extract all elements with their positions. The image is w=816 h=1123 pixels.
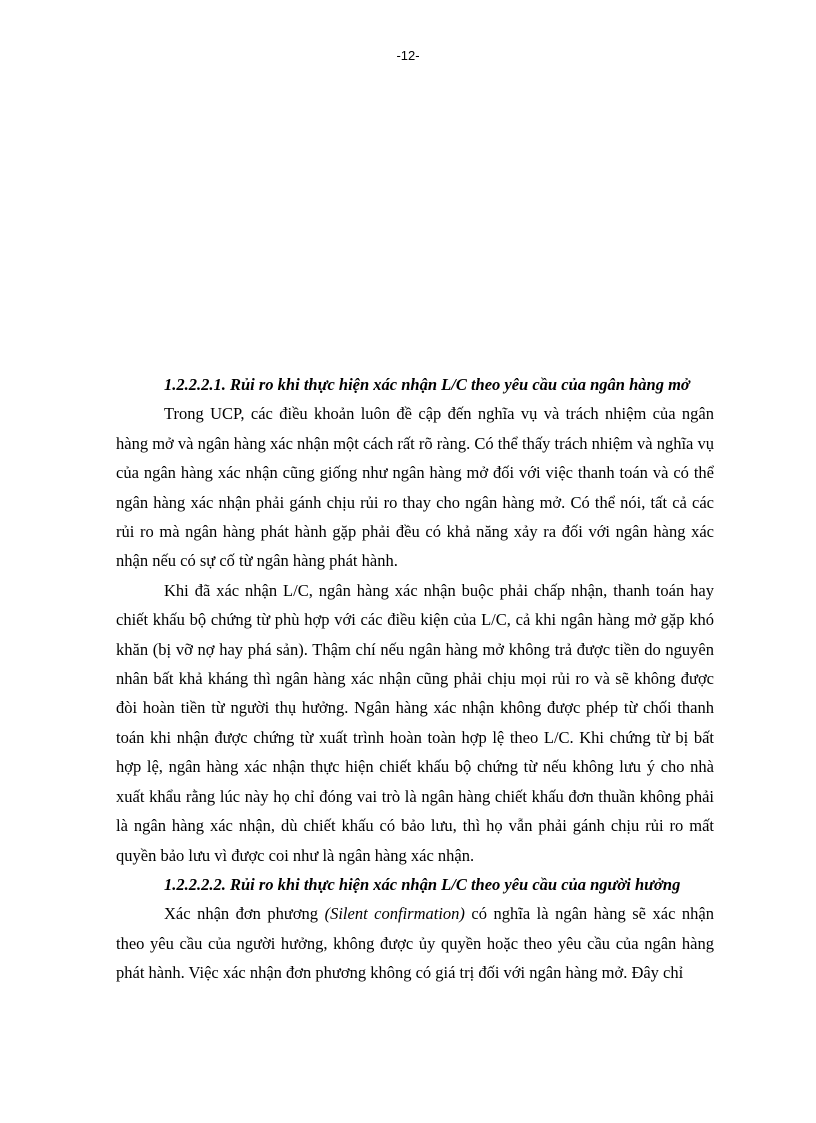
page-number: -12-	[396, 48, 420, 63]
paragraph-3-text-end: có nghĩa là ngân hàng sẽ xác nhận theo yêu cầu của người hưởng, không được ủy quyền hoặc theo yêu cầu của ngân hàng phát hành. Việc xác nhận đơn phương không có giá trị đối với ngân hàng mở. Đây chỉ	[116, 904, 714, 983]
paragraph-3	[116, 899, 714, 987]
silent-confirmation-term: (Silent confirmation)	[324, 904, 465, 924]
section-heading-1: 1.2.2.2.1. Rủi ro khi thực hiện xác nhận L/C theo yêu cầu của ngân hàng mở	[164, 375, 690, 394]
document-body	[116, 370, 714, 988]
paragraph-3-text-start: Xác nhận đơn phương	[164, 904, 325, 924]
section-heading-2: 1.2.2.2.2. Rủi ro khi thực hiện xác nhận L/C theo yêu cầu của người hưởng	[164, 874, 681, 894]
paragraph-1: Trong UCP, các điều khoản luôn đề cập đến nghĩa vụ và trách nhiệm của ngân hàng mở và ngân hàng xác nhận một cách rất rõ ràng. Có thể thấy trách nhiệm và nghĩa vụ của ngân hàng xác nhận cũng giống như ngân hàng mở đối với việc thanh toán và có thể ngân hàng xác nhận phải gánh chịu rủi ro thay cho ngân hàng mở. Có thể nói, tất cả các rủi ro mà ngân hàng phát hành gặp phải đều có khả năng xảy ra đối với ngân hàng xác nhận nếu có sự cố từ ngân hàng phát hành.	[116, 404, 714, 571]
paragraph-2: Khi đã xác nhận L/C, ngân hàng xác nhận buộc phải chấp nhận, thanh toán hay chiết khấu bộ chứng từ phù hợp với các điều kiện của L/C, cả khi ngân hàng mở gặp khó khăn (bị vỡ nợ hay phá sản). Thậm chí nếu ngân hàng mở không trả được tiền do nguyên nhân bất khả kháng thì ngân hàng xác nhận cũng phải chịu mọi rủi ro và sẽ không được đòi hoàn tiền từ người thụ hưởng. Ngân hàng xác nhận không được phép từ chối thanh toán khi nhận được chứng từ xuất trình hoàn toàn hợp lệ theo L/C. Khi chứng từ bị bất hợp lệ, ngân hàng xác nhận thực hiện chiết khấu bộ chứng từ nếu không lưu ý cho nhà xuất khẩu rằng lúc này họ chỉ đóng vai trò là ngân hàng chiết khấu đơn thuần không phải là ngân hàng xác nhận, dù chiết khấu có bảo lưu, thì họ vẫn phải gánh chịu rủi ro mất quyền bảo lưu vì được coi như là ngân hàng xác nhận.	[116, 580, 714, 865]
